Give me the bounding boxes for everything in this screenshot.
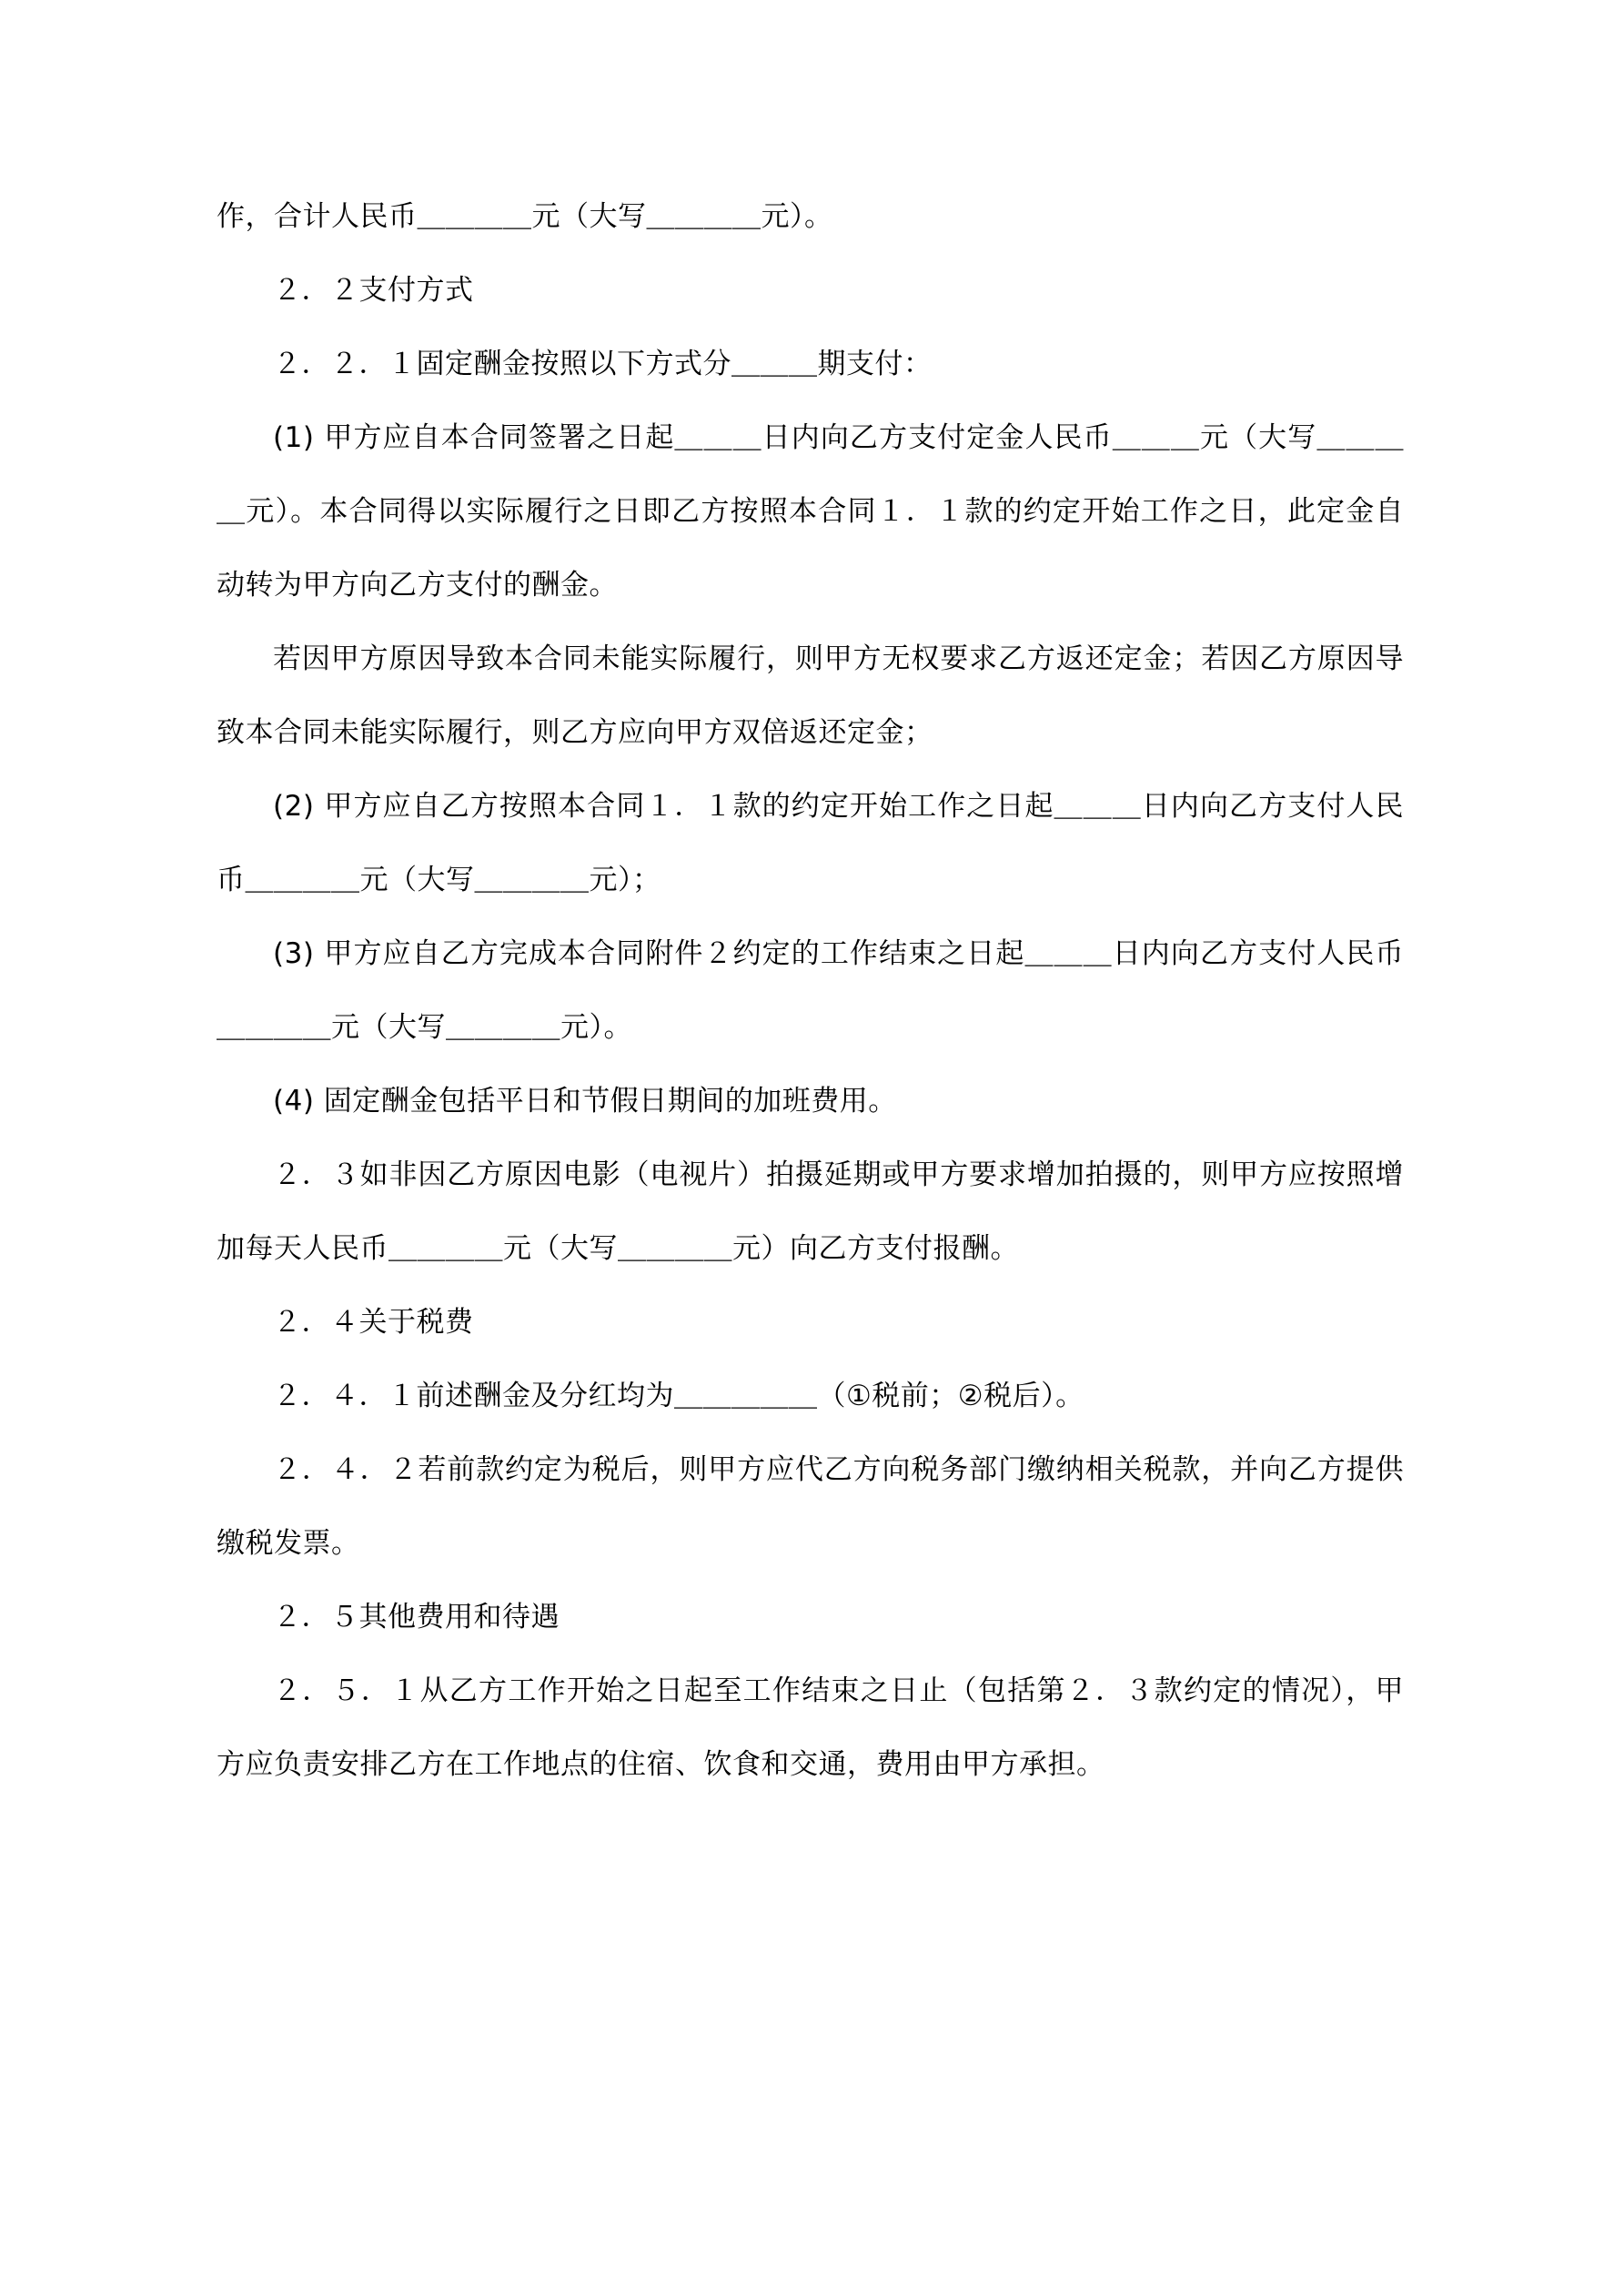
document-body xyxy=(217,180,1404,1802)
paragraph: ２．５其他费用和待遇 xyxy=(273,1601,560,1633)
paragraph: (4) 固定酬金包括平日和节假日期间的加班费用。 xyxy=(273,1085,897,1118)
paragraph: ２．２支付方式 xyxy=(273,274,474,307)
paragraph: ２．４关于税费 xyxy=(273,1306,474,1339)
paragraph: 作，合计人民币＿＿＿＿元（大写＿＿＿＿元）。 xyxy=(217,200,833,233)
paragraph: ２．２．１固定酬金按照以下方式分＿＿＿期支付： xyxy=(273,348,933,380)
paragraph: ２．３如非因乙方原因电影（电视片）拍摄延期或甲方要求增加拍摄的，则甲方应按照增加每天人民币＿＿＿＿元（大写＿＿＿＿元）向乙方支付报酬。 xyxy=(217,1158,1404,1265)
paragraph: 若因甲方原因导致本合同未能实际履行，则甲方无权要求乙方返还定金；若因乙方原因导致本合同未能实际履行，则乙方应向甲方双倍返还定金； xyxy=(217,642,1404,749)
paragraph: ２．５．１从乙方工作开始之日起至工作结束之日止（包括第２．３款约定的情况），甲方应负责安排乙方在工作地点的住宿、饮食和交通，费用由甲方承担。 xyxy=(217,1674,1404,1781)
paragraph: ２．４．１前述酬金及分红均为＿＿＿＿＿（①税前；②税后）。 xyxy=(273,1380,1084,1412)
paragraph: (3) 甲方应自乙方完成本合同附件２约定的工作结束之日起＿＿＿日内向乙方支付人民币＿＿＿＿元（大写＿＿＿＿元）。 xyxy=(217,937,1404,1044)
paragraph: (1) 甲方应自本合同签署之日起＿＿＿日内向乙方支付定金人民币＿＿＿元（大写＿＿＿＿元）。本合同得以实际履行之日即乙方按照本合同１．１款的约定开始工作之日，此定金自动转为甲方向乙方支付的酬金。 xyxy=(217,421,1404,602)
paragraph: ２．４．２若前款约定为税后，则甲方应代乙方向税务部门缴纳相关税款，并向乙方提供缴税发票。 xyxy=(217,1453,1404,1560)
paragraph: (2) 甲方应自乙方按照本合同１．１款的约定开始工作之日起＿＿＿日内向乙方支付人民币＿＿＿＿元（大写＿＿＿＿元）； xyxy=(217,790,1404,896)
